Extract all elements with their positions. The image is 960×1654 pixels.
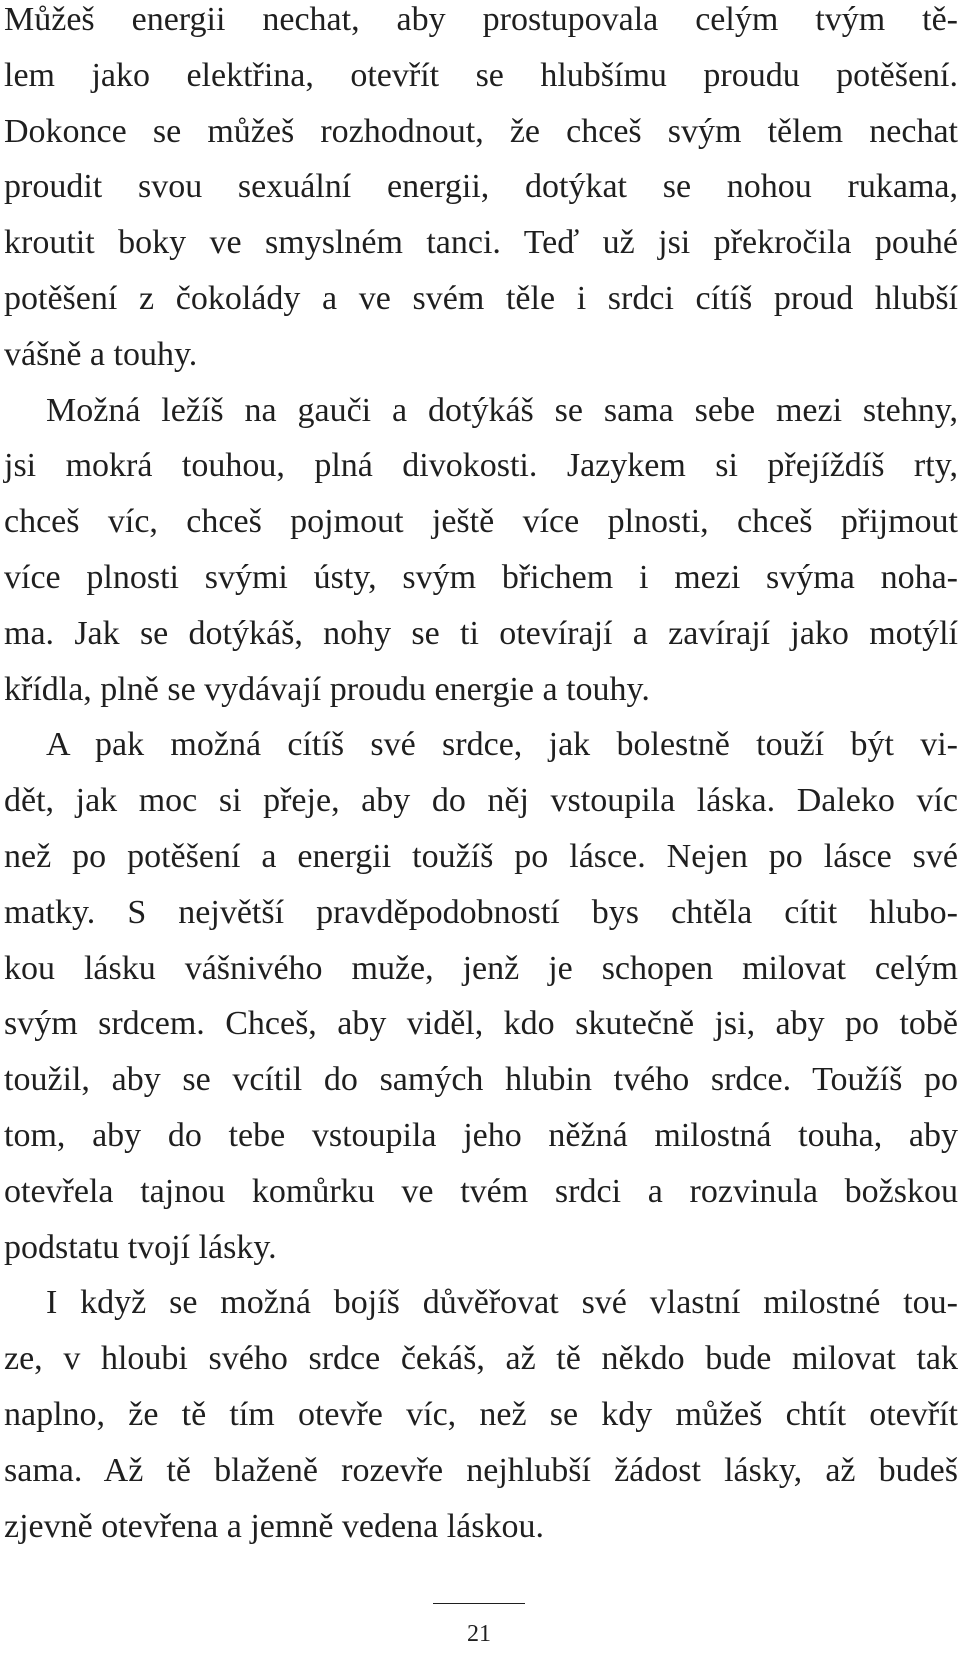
text-line: naplno, že tě tím otevře víc, než se kdy můžeš chtít otevřít [4, 1395, 958, 1433]
text-line: Možná ležíš na gauči a dotýkáš se sama sebe mezi stehny, [46, 391, 958, 429]
text-line: než po potěšení a energii toužíš po lásce. Nejen po lásce své [4, 837, 958, 875]
paragraph-3 [4, 717, 958, 1275]
text-line: kou lásku vášnivého muže, jenž je schopen milovat celým [4, 949, 958, 987]
paragraph-1 [4, 0, 958, 383]
text-line: zjevně otevřena a jemně vedena láskou. [4, 1507, 544, 1545]
text-line: jsi mokrá touhou, plná divokosti. Jazykem si přejíždíš rty, [4, 447, 958, 485]
text-line: lem jako elektřina, otevřít se hlubšímu proudu potěšení. [4, 56, 958, 94]
text-line: Můžeš energii nechat, aby prostupovala celým tvým tě- [4, 1, 958, 38]
text-line: křídla, plně se vydávají proudu energie a touhy. [4, 670, 650, 708]
text-line: A pak možná cítíš své srdce, jak bolestně touží být vi- [46, 726, 958, 764]
page-number: 21 [467, 1621, 491, 1647]
text-line: více plnosti svými ústy, svým břichem i mezi svýma noha- [4, 558, 958, 596]
text-line: sama. Až tě blaženě rozevře nejhlubší žádost lásky, až budeš [4, 1451, 958, 1489]
paragraph-2 [4, 383, 958, 718]
text-line: dět, jak moc si přeje, aby do něj vstoupila láska. Daleko víc [4, 782, 958, 820]
text-line: tom, aby do tebe vstoupila jeho něžná milostná touha, aby [4, 1116, 958, 1154]
text-line: ze, v hloubi svého srdce čekáš, až tě někdo bude milovat tak [4, 1340, 958, 1378]
text-line: toužil, aby se vcítil do samých hlubin tvého srdce. Toužíš po [4, 1061, 958, 1099]
text-line: ma. Jak se dotýkáš, nohy se ti otevírají a zavírají jako motýlí [4, 614, 958, 652]
text-line: Dokonce se můžeš rozhodnout, že chceš svým tělem nechat [4, 112, 958, 150]
text-line: chceš víc, chceš pojmout ještě více plnosti, chceš přijmout [4, 503, 958, 541]
text-line: I když se možná bojíš důvěřovat své vlastní milostné tou- [46, 1284, 958, 1322]
text-line: kroutit boky ve smyslném tanci. Teď už jsi překročila pouhé [4, 224, 958, 262]
text-line: vášně a touhy. [4, 335, 198, 373]
text-line: podstatu tvojí lásky. [4, 1228, 277, 1266]
text-line: potěšení z čokolády a ve svém těle i srdci cítíš proud hlubší [4, 279, 958, 317]
text-line: otevřela tajnou komůrku ve tvém srdci a rozvinula božskou [4, 1172, 958, 1210]
text-line: matky. S největší pravděpodobností bys chtěla cítit hlubo- [4, 893, 958, 931]
body-text [4, 0, 958, 1554]
text-line: svým srdcem. Chceš, aby viděl, kdo skutečně jsi, aby po tobě [4, 1005, 958, 1043]
footer-rule [433, 1603, 525, 1604]
paragraph-4 [4, 1275, 958, 1554]
text-line: proudit svou sexuální energii, dotýkat se nohou rukama, [4, 168, 958, 206]
